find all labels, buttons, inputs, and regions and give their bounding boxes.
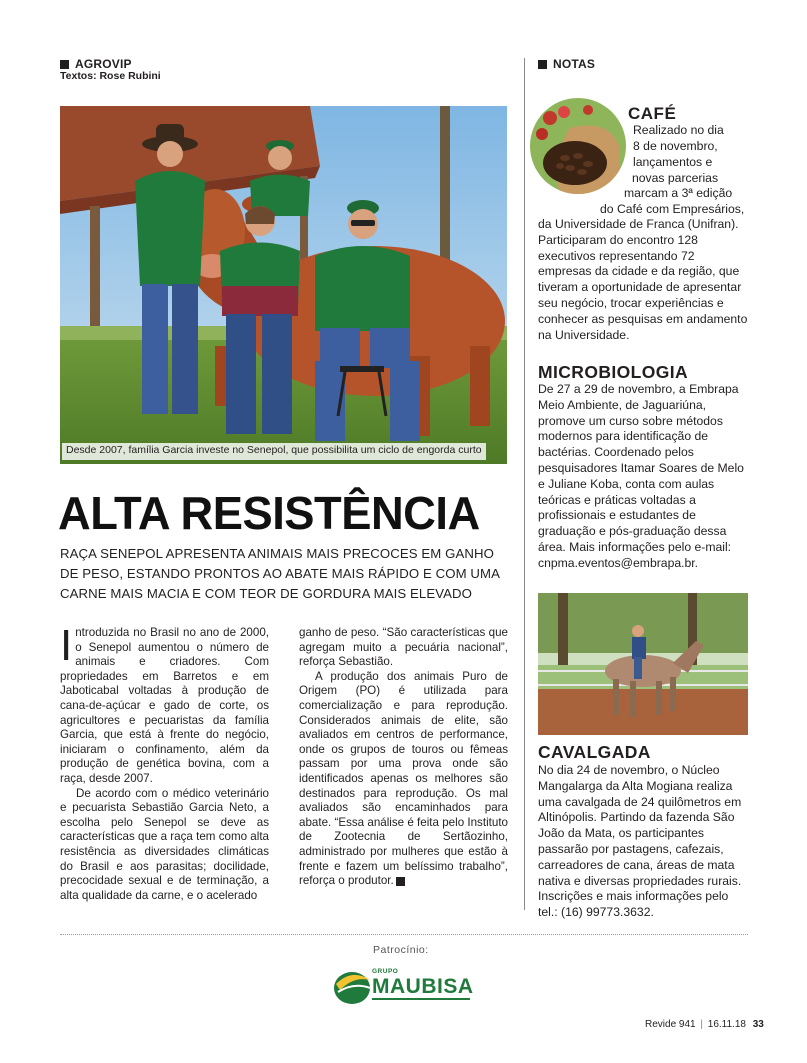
note-text-line: Realizado no dia [633, 123, 724, 137]
article-column-1 [60, 621, 269, 903]
note-title-microbiologia: MICROBIOLOGIA [538, 362, 689, 382]
square-bullet-icon [60, 60, 69, 69]
square-bullet-icon [538, 60, 547, 69]
coffee-photo [530, 98, 626, 194]
paragraph [60, 621, 269, 787]
note-body-microbiologia: De 27 a 29 de novembro, a Embrapa Meio Ambiente, de Jaguariúna, promove um curso sobre métodos modernos para identificação de bactérias. Coordenado pelos pesquisadores Itamar Soares de Melo e Juliane Koba, conta com aulas teóricas e práticas voltadas a profissionais e estudantes de graduação e pós-graduação dessa área. Mais informações pelo e-mail: cnpma.eventos@embrapa.br. [538, 382, 744, 570]
paragraph-text: ntroduzida no Brasil no ano de 2000, o Senepol aumentou o número de animais e criadores. Com propriedades em Barretos e em Jaboticabal voltadas à produção de cana-de-açúcar e gado de corte, os agricultores e pecuaristas da família Garcia, que está à frente do negócio, iniciaram o confinamento, além da produção de genética bovina, com a raça, desde 2007. [60, 626, 269, 785]
note-body-cavalgada: No dia 24 de novembro, o Núcleo Mangalarga da Alta Mogiana realiza uma cavalgada de 24 quilômetros em Altinópolis. Partindo da fazenda São João da Mata, os participantes passarão por pastagens, cafezais, carreadores de cana, áreas de mata nativa e diversas propriedades rurais. Inscrições e mais informações pelo tel.: (16) 99773.3632. [538, 763, 742, 920]
article-dek: RAÇA SENEPOL APRESENTA ANIMAIS MAIS PRECOCES EM GANHO DE PESO, ESTANDO PRONTOS AO ABATE MAIS RÁPIDO E COM UMA CARNE MAIS MACIA E COM TEOR DE GORDURA MAIS ELEVADO [60, 546, 500, 601]
paragraph: ganho de peso. “São características que agregam muito a pecuária nacional”, reforça Sebastião. [299, 626, 508, 669]
article-column-2 [299, 626, 508, 889]
article-headline: ALTA RESISTÊNCIA [58, 487, 480, 539]
section-label-agrovip [60, 57, 132, 71]
end-mark-icon [396, 877, 405, 886]
horse-rider-photo [538, 593, 748, 735]
issue-date: 16.11.18 [707, 1019, 746, 1030]
note-title-cafe: CAFÉ [628, 104, 677, 123]
divider-line [60, 934, 748, 935]
main-photo-family-bull [60, 106, 507, 464]
section-label-notas [538, 57, 595, 71]
paragraph-text: A produção dos animais Puro de Origem (PO) é utilizada para comercialização e para reprodução. Considerados animais de elite, são avaliados em centros de performance, onde os grupos de touros ou fêmeas passam por uma prova onde são identificados apenas os melhores são destinados para reprodução. Os mal avaliados são encaminhados para abate. “Essa análise é feita pelo Instituto de Zootecnia de Sertãozinho, administrado por mulheres que estão à frente e fazem um belíssimo trabalho”, reforça o produtor. [299, 669, 508, 888]
note-text-line: 8 de novembro, [633, 139, 718, 153]
paragraph: De acordo com o médico veterinário e pecuarista Sebastião Garcia Neto, a escolha pelo Senepol se deve as características que a raça tem como alta resistência as diversidades climáticas do Brasil e aos parasitas; docilidade, precocidade sexual e de terminação, a alta qualidade da carne, e o acelerado [60, 786, 269, 902]
note-text-line: marcam a 3ª edição [624, 186, 733, 200]
paragraph [299, 670, 508, 889]
sponsor-logo[interactable] [332, 962, 474, 1008]
sponsor-label: Patrocínio: [373, 944, 429, 956]
logo-name-text: MAUBISA [372, 975, 474, 998]
note-text-line: lançamentos e [633, 155, 713, 169]
author-credit: Textos: Rose Rubini [60, 70, 161, 82]
note-text-line: novas parcerias [632, 171, 719, 185]
photo-caption: Desde 2007, família Garcia investe no Senepol, que possibilita um ciclo de engorda curto [62, 443, 486, 460]
publication-name: Revide 941 [645, 1019, 696, 1030]
footer-separator: | [700, 1019, 703, 1030]
column-divider [524, 58, 525, 910]
drop-cap: I [60, 621, 73, 670]
note-text-line: do Café com Empresários, [600, 202, 745, 216]
note-title-cavalgada: CAVALGADA [538, 742, 651, 762]
section-label-text: AGROVIP [75, 57, 132, 71]
page-number: 33 [752, 1019, 764, 1030]
logo-group-text: GRUPO [372, 968, 399, 975]
section-label-text: NOTAS [553, 57, 596, 71]
note-body-cafe: da Universidade de Franca (Unifran). Participaram do encontro 128 executivos representando 72 empresas da cidade e da região, que tiveram a oportunidade de apresentar seu negócio, trocar experiências e conhecer as pesquisas em andamento na Universidade. [538, 217, 748, 342]
page-footer [645, 1019, 764, 1030]
